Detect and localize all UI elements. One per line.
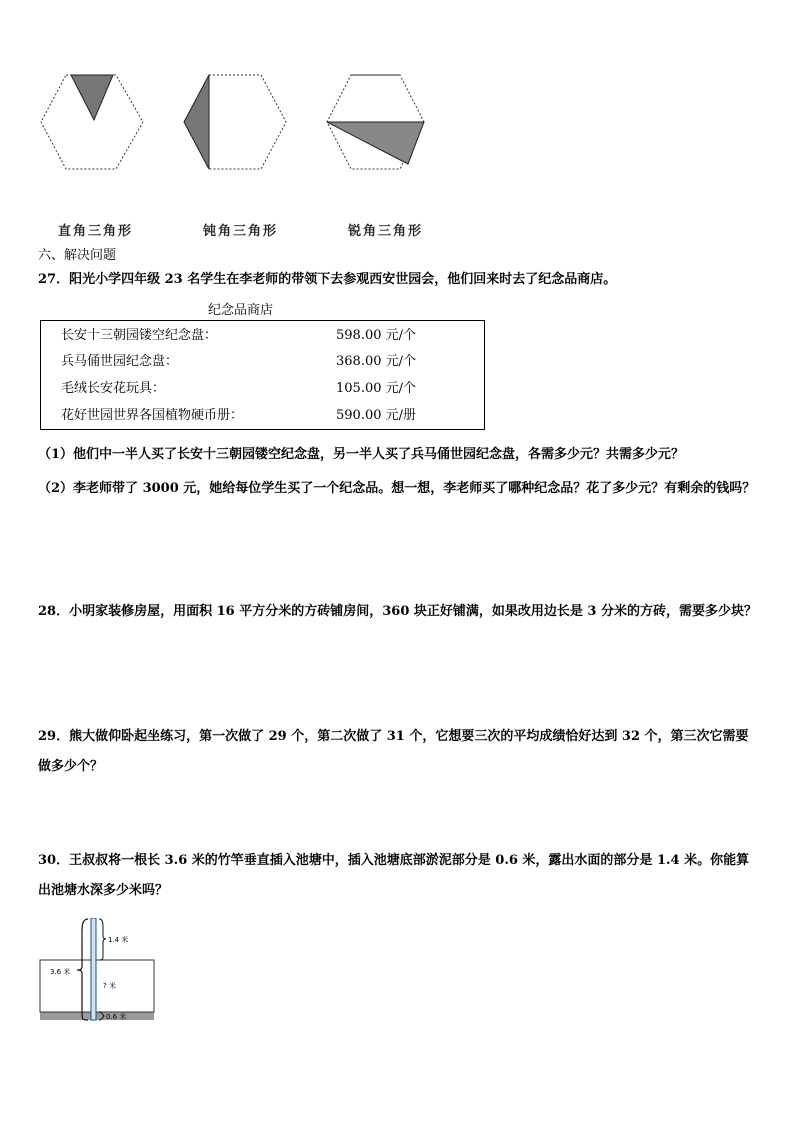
item-price: 105.00 元/个 bbox=[336, 381, 416, 396]
question-29-text: 29．熊大做仰卧起坐练习，第一次做了 29 个，第二次做了 31 个，它想要三次的平均成绩恰好达到 32 个，第三次它需要做多少个？ bbox=[38, 729, 749, 774]
above-water-brace bbox=[99, 919, 106, 960]
item-name: 长安十三朝园镂空纪念盘： bbox=[61, 328, 218, 343]
item-name: 花好世园世界各国植物硬币册： bbox=[61, 408, 244, 423]
table-row bbox=[41, 349, 484, 375]
shape-label-right: 直角三角形 bbox=[58, 224, 134, 239]
price-table-caption: 纪念品商店 bbox=[208, 303, 274, 318]
item-name: 毛绒长安花玩具： bbox=[61, 381, 166, 396]
item-price: 590.00 元/册 bbox=[336, 408, 416, 423]
question-27-part-1: （1）他们中一半人买了长安十三朝园镂空纪念盘，另一半人买了兵马俑世园纪念盘，各需多少元？共需多少元？ bbox=[38, 447, 685, 462]
question-30-text: 30．王叔叔将一根长 3.6 米的竹竿垂直插入池塘中，插入池塘底部淤泥部分是 0.6 米，露出水面的部分是 1.4 米。你能算出池塘水深多少米吗？ bbox=[38, 853, 750, 898]
section-title: 六、解决问题 bbox=[38, 248, 117, 263]
shape-label-obtuse: 钝角三角形 bbox=[203, 224, 279, 239]
shape-label-acute: 锐角三角形 bbox=[348, 224, 424, 239]
question-27-text: 27．阳光小学四年级 23 名学生在李老师的带领下去参观西安世园会，他们回来时去了纪念品商店。 bbox=[38, 272, 617, 287]
bamboo-pole bbox=[91, 918, 96, 1020]
table-row bbox=[41, 323, 484, 349]
hexagon-figures bbox=[38, 72, 438, 172]
item-name: 兵马俑世园纪念盘： bbox=[61, 354, 179, 369]
mud-layer bbox=[40, 1012, 154, 1020]
total-length-label: 3.6 米 bbox=[50, 968, 71, 976]
table-row bbox=[41, 376, 484, 402]
item-price: 598.00 元/个 bbox=[336, 328, 416, 343]
price-table bbox=[40, 320, 485, 430]
hexagon-right-triangle-icon bbox=[41, 75, 143, 169]
question-28-text: 28．小明家装修房屋，用面积 16 平方分米的方砖铺房间，360 块正好铺满，如果改用边长是 3 分米的方砖，需要多少块？ bbox=[38, 604, 757, 619]
water-depth-label: ? 米 bbox=[103, 982, 116, 990]
above-water-label: 1.4 米 bbox=[108, 936, 129, 944]
item-price: 368.00 元/个 bbox=[336, 354, 416, 369]
hexagon-obtuse-triangle-icon bbox=[184, 75, 286, 169]
mud-depth-label: 0.6 米 bbox=[106, 1013, 127, 1021]
pond-diagram bbox=[36, 918, 158, 1024]
hexagon-acute-triangle-icon bbox=[327, 75, 424, 169]
question-27-part-2: （2）李老师带了 3000 元，她给每位学生买了一个纪念品。想一想，李老师买了哪种纪念品？花了多少元？有剩余的钱吗？ bbox=[38, 481, 756, 496]
table-row bbox=[41, 403, 484, 429]
total-length-brace bbox=[77, 919, 88, 1020]
